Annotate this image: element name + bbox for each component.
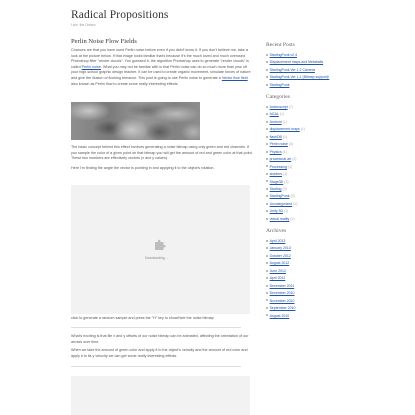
bullet-icon bbox=[266, 262, 268, 264]
archive-item bbox=[266, 253, 346, 260]
recent-post-item bbox=[266, 67, 346, 74]
recent-post-item-link[interactable]: StarlingPunk Ver 1.2 Camera bbox=[269, 67, 315, 72]
category-item bbox=[266, 156, 346, 163]
recent-post-item bbox=[266, 74, 346, 81]
post-intro-paragraph bbox=[71, 48, 253, 87]
flash-applet-embed[interactable] bbox=[71, 185, 250, 314]
bullet-icon bbox=[266, 292, 268, 294]
bullet-icon bbox=[266, 218, 268, 220]
category-item bbox=[266, 119, 346, 126]
post-paragraph-velocity: When we take the amount of green color and apply it to the object's velocity and the amount of red color and apply it to its y velocity we can get some really interesting effects. bbox=[71, 348, 248, 358]
archive-item bbox=[266, 238, 346, 245]
archive-item bbox=[266, 245, 346, 252]
archive-item-link[interactable]: September 2010 bbox=[269, 306, 296, 311]
archive-item-link[interactable]: April 2012 bbox=[269, 276, 286, 281]
bullet-icon bbox=[266, 180, 268, 182]
archive-item bbox=[266, 305, 346, 312]
puzzle-icon bbox=[154, 239, 166, 251]
category-count: (1) bbox=[279, 112, 285, 117]
category-item bbox=[266, 134, 346, 141]
category-item bbox=[266, 208, 346, 215]
bullet-icon bbox=[266, 247, 268, 249]
bullet-icon bbox=[266, 84, 268, 86]
site-title[interactable]: Radical Propositions bbox=[71, 9, 169, 21]
archive-item bbox=[266, 275, 346, 282]
categories-heading: Categories bbox=[266, 94, 290, 100]
recent-post-item bbox=[266, 82, 346, 89]
category-item bbox=[266, 111, 346, 118]
bullet-icon bbox=[266, 158, 268, 160]
category-count: (3) bbox=[288, 142, 294, 147]
category-item bbox=[266, 164, 346, 171]
category-item-link[interactable]: StarlingPunk bbox=[269, 194, 290, 199]
archive-item-link[interactable]: January 2013 bbox=[269, 246, 291, 251]
archives-heading: Archives bbox=[266, 228, 287, 234]
bullet-icon bbox=[266, 173, 268, 175]
post-title[interactable]: Perlin Noise Flow Fields bbox=[71, 38, 137, 45]
bullet-icon bbox=[266, 143, 268, 145]
category-item-link[interactable]: Physics bbox=[269, 149, 282, 154]
category-item-link[interactable]: Processing bbox=[269, 164, 287, 169]
category-count: (1) bbox=[293, 201, 298, 206]
bullet-icon bbox=[266, 277, 268, 279]
bullet-icon bbox=[266, 314, 268, 316]
archive-item bbox=[266, 268, 346, 275]
bullet-icon bbox=[266, 136, 268, 138]
category-item-link[interactable]: Perlin noise bbox=[269, 142, 288, 147]
post-paragraph-offsets: What's exciting is that file x and y offsets of our noise bitmap can be animated, affecting the orientation of our arrows over time. bbox=[71, 334, 249, 344]
category-count: (1) bbox=[284, 209, 289, 214]
divider bbox=[71, 327, 241, 328]
archive-item bbox=[266, 313, 346, 320]
category-item-link[interactable]: Android bbox=[269, 119, 282, 124]
category-item-link[interactable]: procedural art bbox=[269, 157, 292, 162]
bullet-icon bbox=[266, 285, 268, 287]
category-item bbox=[266, 193, 346, 200]
recent-post-item bbox=[266, 52, 346, 59]
bullet-icon bbox=[266, 299, 268, 301]
post-paragraph-angle: Here I'm finding the angle the vector is pointing in and applying it to the object's rotation. bbox=[71, 166, 215, 170]
bullet-icon bbox=[266, 69, 268, 71]
vector-flow-field-link[interactable]: Vector flow field bbox=[221, 75, 248, 80]
divider bbox=[71, 366, 241, 367]
category-item-link[interactable]: virtual reality bbox=[269, 216, 290, 221]
category-count: (1) bbox=[282, 119, 287, 124]
category-item bbox=[266, 141, 346, 148]
archive-item-link[interactable]: June 2012 bbox=[269, 268, 286, 273]
category-count: (3) bbox=[282, 186, 287, 191]
category-count: (1) bbox=[300, 127, 306, 132]
category-item-link[interactable]: shaders bbox=[269, 172, 283, 177]
category-item-link[interactable]: Uncategorized bbox=[269, 201, 293, 206]
category-item bbox=[266, 216, 346, 223]
bullet-icon bbox=[266, 307, 268, 309]
category-count: (1) bbox=[283, 172, 288, 177]
recent-post-item-link[interactable]: StarlingPunk bbox=[269, 82, 290, 87]
category-item-link[interactable]: displacement maps bbox=[269, 127, 300, 132]
category-item bbox=[266, 126, 346, 133]
bullet-icon bbox=[266, 121, 268, 123]
bullet-icon bbox=[266, 61, 268, 63]
bullet-icon bbox=[266, 255, 268, 257]
site-tagline: Livin' the Dream bbox=[71, 23, 96, 27]
recent-post-item bbox=[266, 59, 346, 66]
bullet-icon bbox=[266, 203, 268, 205]
recent-post-item-link[interactable]: Displacement maps and Metaballs bbox=[269, 60, 324, 65]
category-item bbox=[266, 179, 346, 186]
perlin-noise-link[interactable]: Perlin noise bbox=[81, 64, 101, 69]
render-clouds-image bbox=[71, 102, 200, 140]
bullet-icon bbox=[266, 106, 268, 108]
category-item-link[interactable]: Stage3D bbox=[269, 179, 284, 184]
category-item-link[interactable]: AGAL bbox=[269, 112, 279, 117]
recent-post-item-link[interactable]: StarlingPunk v2.4 bbox=[269, 53, 298, 57]
bullet-icon bbox=[266, 270, 268, 272]
bullet-icon bbox=[266, 128, 268, 130]
intro-text-2: . What you may not be familiar with is that Perlin noise can do so much more than piss off your high-school graphic design teacher. It can be used to create organic movement, simulate forces of nature and give the illusion of flocking behavior. This post is going to use Perlin noise to generate a bbox=[71, 64, 251, 80]
bullet-icon bbox=[266, 188, 268, 190]
bullet-icon bbox=[266, 210, 268, 212]
archive-item-link[interactable]: August 2010 bbox=[269, 313, 290, 318]
category-count: (1) bbox=[290, 216, 295, 221]
bullet-icon bbox=[266, 54, 268, 56]
archive-item-link[interactable]: November 2010 bbox=[269, 298, 295, 303]
archive-item-link[interactable]: August 2012 bbox=[269, 261, 290, 266]
archive-item-link[interactable]: December 2011 bbox=[269, 283, 295, 288]
category-item-link[interactable]: Starling bbox=[269, 186, 282, 191]
category-count: (2) bbox=[292, 157, 297, 162]
post-paragraph-bitmap: The basic concept behind this effect involves generating a noise bitmap using only green and red channels. If you sample the color of a given point on that bitmap you will get the amount of red and green color at that point. These two numbers are effectively vectors (x and y values). bbox=[71, 145, 253, 161]
bullet-icon bbox=[266, 240, 268, 242]
bullet-icon bbox=[266, 76, 268, 78]
archive-item-link[interactable]: December 2010 bbox=[269, 291, 295, 296]
category-count: (7) bbox=[288, 105, 293, 109]
recent-post-item-link[interactable]: StarlingPunk Ver 1.1 (Bitmap support)! bbox=[269, 75, 330, 80]
archive-item bbox=[266, 260, 346, 267]
applet-caption: click to generate a random sample and press the "H" key to show/hide the noise bitmap bbox=[71, 316, 214, 320]
category-item-link[interactable]: Actionscript bbox=[269, 105, 288, 109]
archives-list bbox=[266, 238, 346, 320]
bullet-icon bbox=[266, 151, 268, 153]
category-item-link[interactable]: flashDB bbox=[269, 134, 282, 139]
archive-item-link[interactable]: October 2012 bbox=[269, 253, 291, 258]
intro-text-3: also known as Perlin flow to create some really interesting effects. bbox=[71, 81, 179, 86]
category-item bbox=[266, 201, 346, 208]
category-item bbox=[266, 104, 346, 111]
category-item bbox=[266, 171, 346, 178]
flash-applet-embed-2[interactable] bbox=[71, 376, 250, 415]
bullet-icon bbox=[266, 165, 268, 167]
category-item-link[interactable]: Unity 3D bbox=[269, 209, 284, 214]
archive-item-link[interactable]: April 2013 bbox=[269, 239, 286, 243]
intro-text-1: Chances are that you have used Perlin noise before even if you didn't know it. If you don't believe me, take a look at the picture below. If that image looks familiar that's because it's the much loved and much overused Photoshop filter "render clouds". You guessed it, the algorithm Photoshop uses to generate "render clouds" is called bbox=[71, 48, 249, 69]
applet-loading-label: Downloading . . . bbox=[145, 256, 171, 260]
recent-posts-heading: Recent Posts bbox=[266, 42, 295, 48]
category-item bbox=[266, 186, 346, 193]
archive-item bbox=[266, 283, 346, 290]
categories-list bbox=[266, 104, 346, 223]
archive-item bbox=[266, 298, 346, 305]
recent-posts-list bbox=[266, 52, 346, 89]
category-count: (1) bbox=[287, 164, 293, 169]
category-count: (3) bbox=[284, 179, 289, 184]
bullet-icon bbox=[266, 113, 268, 115]
category-count: (3) bbox=[290, 194, 295, 199]
category-count: (1) bbox=[282, 149, 287, 154]
bullet-icon bbox=[266, 195, 268, 197]
archive-item bbox=[266, 290, 346, 297]
category-count: (1) bbox=[282, 134, 288, 139]
category-item bbox=[266, 149, 346, 156]
